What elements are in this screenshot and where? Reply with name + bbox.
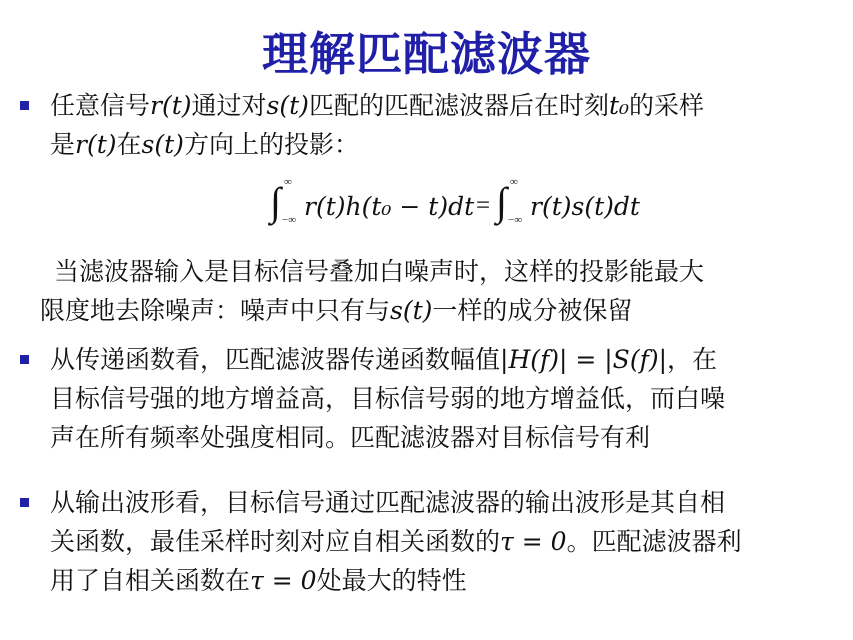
math-r-t: r(t): [75, 130, 117, 159]
integral-upper-limit-2: ∞: [510, 176, 518, 188]
text-segment: 的采样: [629, 91, 705, 120]
math-tau-zero: τ = 0: [500, 527, 567, 556]
integral-lower-limit-2: −∞: [508, 214, 523, 226]
math-s-t: s(t): [266, 91, 309, 120]
bullet-marker-3: [20, 498, 29, 507]
bullet-marker-1: [20, 101, 29, 110]
integral-upper-limit: ∞: [284, 176, 292, 188]
math-s-t: s(t): [390, 296, 433, 325]
bullet-1-line-2: [50, 125, 704, 164]
bullet-2-line-3: 声在所有频率处强度相同。匹配滤波器对目标信号有利: [50, 423, 651, 452]
bullet-marker-2: [20, 355, 29, 364]
bullet-2-text: [50, 340, 725, 457]
projection-formula: [270, 176, 670, 228]
text-segment: 用了自相关函数在: [50, 566, 251, 595]
math-r-t: r(t): [150, 91, 192, 120]
bullet-3-line-3: [50, 561, 742, 600]
formula-lhs: r(t)h(t₀ − t)dt: [304, 192, 475, 221]
text-segment: 在: [116, 130, 142, 159]
note-line-2: [40, 291, 704, 330]
bullet-1-text: [50, 86, 704, 164]
text-segment: 通过对: [191, 91, 267, 120]
formula-rhs: r(t)s(t)dt: [530, 192, 640, 221]
integral-sign-left: ∫: [270, 179, 281, 224]
text-segment: 是: [50, 130, 76, 159]
math-s-t: s(t): [141, 130, 184, 159]
bullet-3-text: [50, 483, 742, 600]
text-segment: 处最大的特性: [316, 566, 467, 595]
math-t0: t₀: [608, 91, 630, 120]
text-segment: 方向上的投影：: [183, 130, 359, 159]
text-segment: 从传递函数看，匹配滤波器传递函数幅值: [50, 345, 501, 374]
note-text: [40, 252, 704, 330]
bullet-3-line-2: [50, 522, 742, 561]
text-segment: 关函数，最佳采样时刻对应自相关函数的: [50, 527, 501, 556]
bullet-1-line-1: [50, 86, 704, 125]
integral-lower-limit: −∞: [282, 214, 297, 226]
integral-sign-right: ∫: [496, 179, 507, 224]
text-segment: 匹配的匹配滤波器后在时刻: [308, 91, 609, 120]
bullet-2-line-2: 目标信号强的地方增益高，目标信号弱的地方增益低，而白噪: [50, 384, 726, 413]
text-segment: 限度地去除噪声：噪声中只有与: [40, 296, 391, 325]
bullet-2-line-1: [50, 340, 725, 379]
slide-title: 理解匹配滤波器: [262, 27, 591, 81]
text-segment: 。匹配滤波器利: [566, 527, 742, 556]
note-line-1: 当滤波器输入是目标信号叠加白噪声时，这样的投影能最大: [54, 257, 705, 286]
math-tau-zero: τ = 0: [250, 566, 317, 595]
text-segment: 一样的成分被保留: [432, 296, 633, 325]
formula-equals: =: [476, 192, 491, 219]
text-segment: 任意信号: [50, 91, 151, 120]
bullet-3-line-1: 从输出波形看，目标信号通过匹配滤波器的输出波形是其自相: [50, 488, 726, 517]
text-segment: ，在: [667, 345, 718, 374]
math-transfer-magnitude: |H(f)| = |S(f)|: [500, 345, 667, 374]
